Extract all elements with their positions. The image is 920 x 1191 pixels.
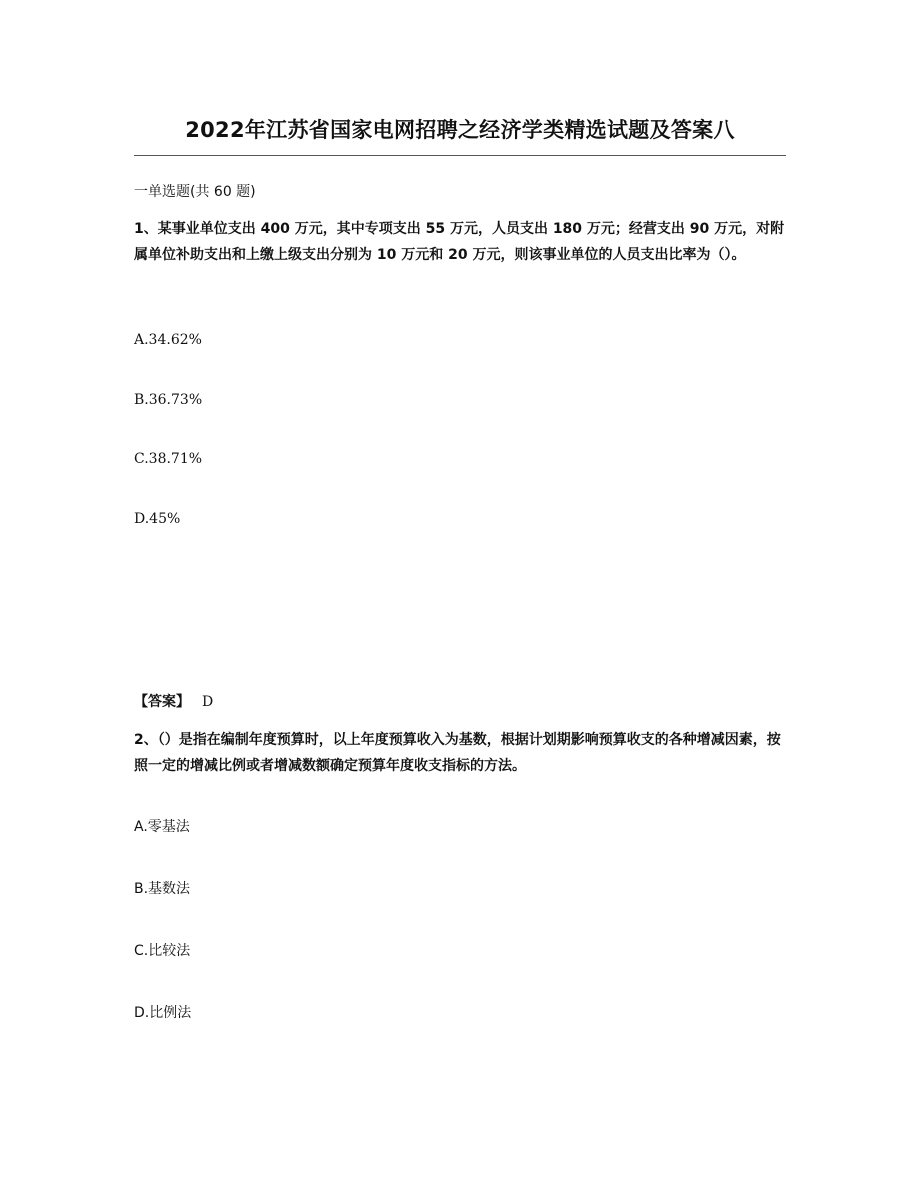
question-2-option-d: D.比例法 [134,1005,192,1021]
question-2-option-c: C.比较法 [134,943,191,959]
question-1-option-b: B.36.73% [134,392,203,408]
question-2-stem: 2、（）是指在编制年度预算时，以上年度预算收入为基数，根据计划期影响预算收支的各种增减因素，按照一定的增减比例或者增减数额确定预算年度收支指标的方法。 [134,732,781,774]
question-1-stem: 1、某事业单位支出 400 万元，其中专项支出 55 万元，人员支出 180 万元；经营支出 90 万元，对附属单位补助支出和上缴上级支出分别为 10 万元和 20 万元，则该事业单位的人员支出比率为（）。 [134,221,785,263]
section-heading: 一单选题(共 60 题) [134,184,256,200]
page-title: 2022年江苏省国家电网招聘之经济学类精选试题及答案八 [185,118,735,142]
answer-value: D [202,694,214,710]
question-1-answer [134,691,213,711]
question-1-option-c: C.38.71% [134,451,203,467]
question-2-option-a: A.零基法 [134,819,190,835]
answer-label: 【答案】 [134,694,190,710]
question-1-option-d: D.45% [134,511,181,527]
question-1-option-a: A.34.62% [134,332,202,348]
question-2-option-b: B.基数法 [134,881,191,897]
title-divider [134,155,786,156]
